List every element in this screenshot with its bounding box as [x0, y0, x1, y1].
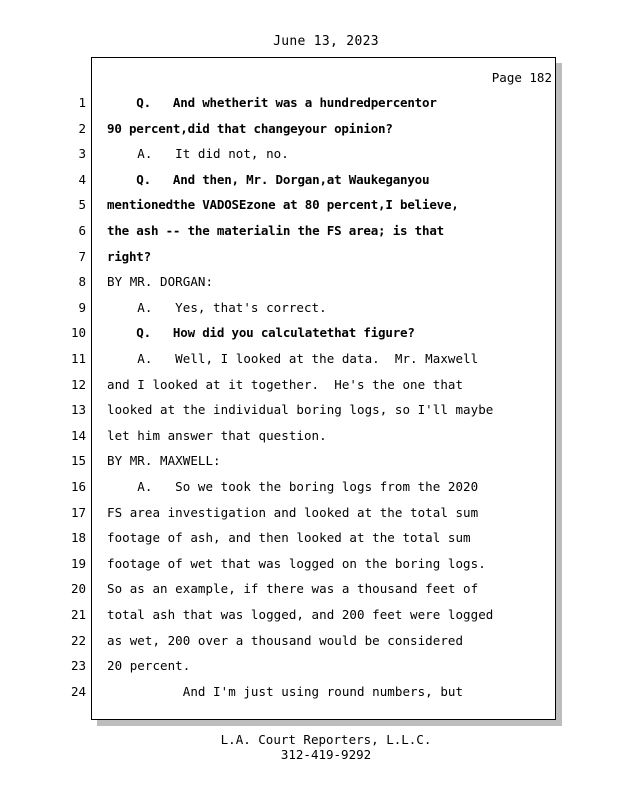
line-number: 21: [70, 607, 86, 622]
line-number: 13: [70, 402, 86, 418]
transcript-line: [0, 402, 560, 422]
line-text: footage of ash, and then looked at the total sum: [107, 530, 471, 546]
line-number: 24: [70, 683, 86, 699]
line-text: mentionedthe VADOSEzone at 80 percent,I believe,: [107, 197, 459, 213]
line-number: 3: [78, 146, 86, 162]
line-number: 1: [78, 95, 86, 110]
transcript-line: [0, 325, 560, 345]
line-text: right?: [107, 248, 151, 264]
line-text: And I'm just using round numbers, but: [107, 683, 464, 699]
footer: [0, 732, 618, 762]
transcript-line: [0, 223, 560, 243]
line-text: Q. And then, Mr. Dorgan,at Waukeganyou: [107, 171, 430, 187]
line-number: 8: [78, 274, 86, 290]
line-number: 10: [70, 325, 86, 341]
line-text: 90 percent,did that changeyour opinion?: [107, 120, 393, 136]
line-number: 2: [78, 120, 86, 136]
line-number: 4: [78, 171, 86, 187]
line-number: 5: [78, 197, 86, 213]
line-text: FS area investigation and looked at the total sum: [107, 504, 479, 520]
footer-phone: 312-419-9292: [280, 747, 372, 762]
transcript-line: [0, 581, 560, 601]
line-number: 11: [70, 351, 86, 366]
transcript-line: [0, 300, 560, 320]
line-text: total ash that was logged, and 200 feet were logged: [107, 607, 494, 622]
line-text: BY MR. MAXWELL:: [107, 453, 221, 469]
transcript-line: [0, 95, 560, 115]
transcript-line: [0, 453, 560, 473]
transcript-line: [0, 556, 560, 576]
transcript-line: [0, 607, 560, 627]
line-text: Q. How did you calculatethat figure?: [107, 325, 415, 341]
line-number: 22: [70, 632, 86, 648]
line-number: 14: [70, 427, 86, 443]
transcript-line: [0, 351, 560, 371]
line-number: 12: [70, 376, 86, 392]
line-number: 23: [70, 658, 86, 674]
line-number: 9: [78, 299, 86, 315]
line-text: and I looked at it together. He's the one that: [107, 376, 464, 392]
line-text: as wet, 200 over a thousand would be considered: [107, 632, 464, 648]
transcript-line: [0, 428, 560, 448]
line-text: footage of wet that was logged on the boring logs.: [107, 555, 486, 571]
transcript-line: [0, 658, 560, 678]
line-text: Q. And whetherit was a hundredpercentor: [107, 95, 437, 110]
line-text: A. So we took the boring logs from the 2020: [107, 479, 479, 494]
line-number: 18: [70, 530, 86, 546]
transcript-line: [0, 146, 560, 166]
line-text: the ash -- the materialin the FS area; is that: [107, 223, 444, 238]
line-text: A. Yes, that's correct.: [107, 299, 327, 315]
transcript-line: [0, 505, 560, 525]
line-text: So as an example, if there was a thousand feet of: [107, 581, 479, 597]
transcript-line: [0, 172, 560, 192]
transcript-line: [0, 274, 560, 294]
line-text: 20 percent.: [107, 658, 191, 674]
line-text: A. Well, I looked at the data. Mr. Maxwell: [107, 351, 479, 366]
line-number: 6: [78, 223, 86, 238]
transcript-line: [0, 249, 560, 269]
page-number: Page 182: [491, 70, 552, 85]
line-number: 17: [70, 504, 86, 520]
line-text: BY MR. DORGAN:: [107, 274, 214, 290]
line-number: 16: [70, 479, 86, 494]
line-number: 7: [78, 248, 86, 264]
transcript-line: [0, 633, 560, 653]
line-number: 19: [70, 555, 86, 571]
line-text: A. It did not, no.: [107, 146, 289, 162]
line-number: 20: [70, 581, 86, 597]
transcript-line: [0, 197, 560, 217]
transcript-line: [0, 479, 560, 499]
transcript-line: [0, 377, 560, 397]
transcript-line: [0, 530, 560, 550]
line-number: 15: [70, 453, 86, 469]
transcript-line: [0, 121, 560, 141]
line-text: let him answer that question.: [107, 427, 327, 443]
line-text: looked at the individual boring logs, so I'll maybe: [107, 402, 494, 418]
footer-company: L.A. Court Reporters, L.L.C.: [220, 732, 432, 747]
transcript-line: [0, 684, 560, 704]
header-date: June 13, 2023: [273, 34, 379, 49]
